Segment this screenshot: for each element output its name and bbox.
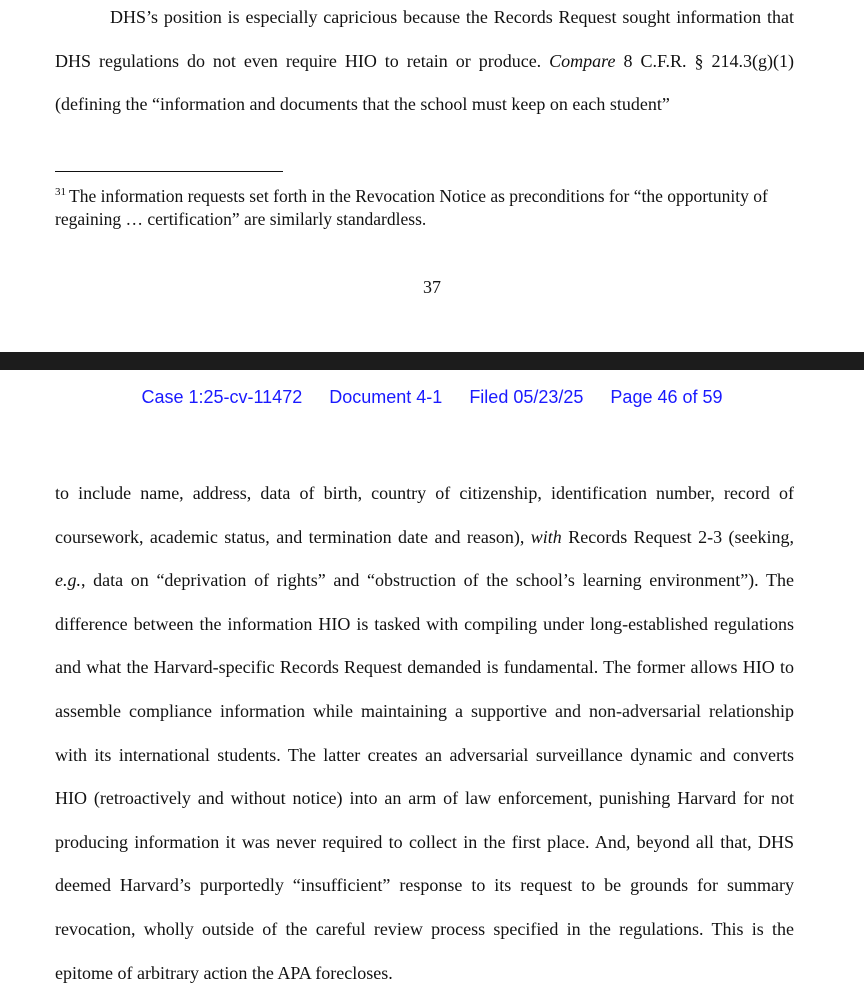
body-paragraph	[55, 472, 794, 995]
document-page-46	[0, 370, 864, 1000]
paragraph-text: , data on “deprivation of rights” and “obstruction of the school’s learning environment”). The difference between the information HIO is tasked with compiling under long-established regulations and what the Harvard-specific Records Request demanded is fundamental. The former allows HIO to assemble compliance information while maintaining a supportive and non-adversarial relationship with its international students. The latter creates an adversarial surveillance dynamic and converts HIO (retroactively and without notice) into an arm of law enforcement, punishing Harvard for not producing information it was never required to collect in the first place. And, beyond all that, DHS deemed Harvard’s purportedly “insufficient” response to its request to be grounds for summary revocation, wholly outside of the careful review process specified in the regulations. This is the epitome of arbitrary action the APA forecloses.	[55, 570, 794, 983]
citation-signal-compare: Compare	[549, 50, 616, 71]
paragraph-text: 8 C.F.R. § 214.3(g)(1) (defining the “information and documents that the school must keep on each student”	[55, 50, 794, 115]
body-paragraph	[55, 0, 794, 127]
paragraph-text: Records Request 2-3 (seeking,	[561, 526, 794, 547]
document-page-37	[0, 0, 864, 352]
page-count: Page 46 of 59	[610, 387, 723, 407]
footnote-number: 31	[55, 186, 66, 198]
paragraph-text: to include name, address, data of birth, country of citizenship, identification number, record of coursework, academic status, and termination date and reason),	[55, 483, 794, 547]
document-number: Document 4-1	[329, 387, 443, 407]
footnote-separator	[55, 171, 283, 172]
citation-signal-with: with	[530, 526, 562, 547]
paragraph-text: DHS’s position is especially capricious because the Records Request sought information that DHS regulations do not even require HIO to retain or produce.	[55, 7, 794, 71]
page-divider	[0, 352, 864, 370]
case-number: Case 1:25-cv-11472	[141, 387, 303, 407]
case-header	[0, 386, 864, 408]
filed-date: Filed 05/23/25	[469, 387, 584, 407]
footnote	[55, 185, 794, 231]
footnote-text: The information requests set forth in the Revocation Notice as preconditions for “the opportunity of regaining … certification” are similarly standardless.	[55, 186, 768, 229]
citation-signal-eg: e.g.	[55, 570, 81, 591]
page-number: 37	[423, 277, 441, 297]
